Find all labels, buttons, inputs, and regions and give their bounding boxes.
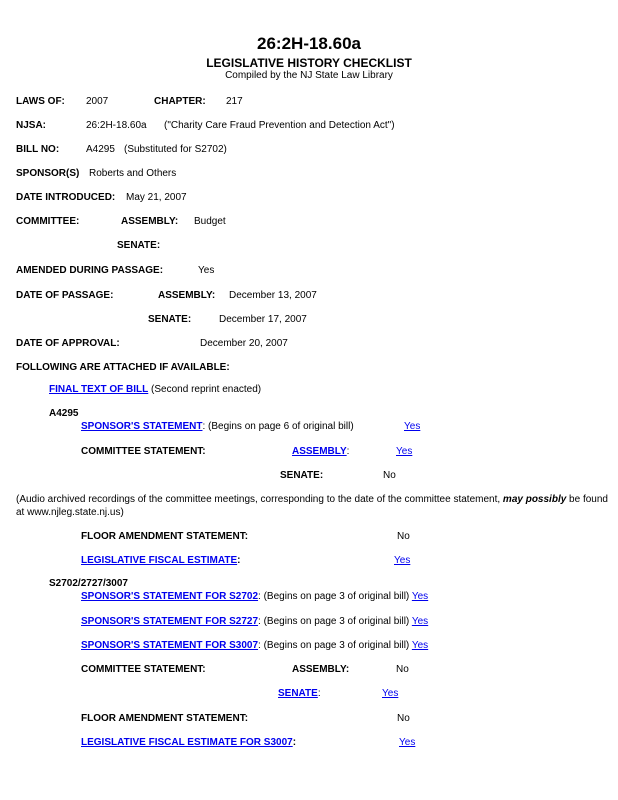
- s2727-sponsor-stmt-note: : (Begins on page 3 of original bill): [258, 616, 412, 627]
- audio-note-line1: [16, 494, 608, 506]
- a4295-assembly-row: [292, 446, 349, 458]
- approval-value: December 20, 2007: [200, 338, 288, 349]
- committee-assembly-value: Budget: [194, 216, 226, 227]
- s2702-sponsor-stmt-link[interactable]: SPONSOR'S STATEMENT FOR S2702: [81, 591, 259, 602]
- amended-value: Yes: [198, 265, 215, 276]
- a4295-sponsor-stmt-note: : (Begins on page 6 of original bill): [202, 421, 354, 432]
- s2702-senate-colon: :: [317, 688, 321, 699]
- s2702-senate-yes-link[interactable]: Yes: [382, 688, 399, 699]
- audio-note-end: be found: [566, 494, 608, 505]
- a4295-floor-value: No: [397, 531, 410, 542]
- s2727-sponsor-stmt-link[interactable]: SPONSOR'S STATEMENT FOR S2727: [81, 616, 259, 627]
- committee-assembly-label: ASSEMBLY:: [121, 216, 179, 227]
- s2702-sponsor-stmt-yes-link[interactable]: Yes: [411, 591, 429, 602]
- date-introduced-label: DATE INTRODUCED:: [16, 192, 116, 203]
- s2702-senate-link[interactable]: SENATE: [278, 688, 318, 699]
- s2702-stmt1-row: [81, 591, 428, 603]
- s2702-assembly-label: ASSEMBLY:: [292, 664, 350, 675]
- final-text-note: (Second reprint enacted): [148, 384, 262, 395]
- amended-label: AMENDED DURING PASSAGE:: [16, 265, 164, 276]
- bill-no-label: BILL NO:: [16, 144, 60, 155]
- s3007-stmt-row: [81, 640, 428, 652]
- s2702-senate-row: [278, 688, 321, 700]
- final-text-row: [49, 384, 261, 396]
- s3007-sponsor-stmt-note: : (Begins on page 3 of original bill): [258, 640, 412, 651]
- a4295-assembly-colon: :: [346, 446, 350, 457]
- a4295-sponsor-stmt-link[interactable]: SPONSOR'S STATEMENT: [81, 421, 203, 432]
- s3007-sponsor-stmt-yes-link[interactable]: Yes: [411, 640, 429, 651]
- laws-of-label: LAWS OF:: [16, 96, 65, 107]
- njsa-act-name: ("Charity Care Fraud Prevention and Detection Act"): [164, 120, 395, 131]
- s2702-floor-label: FLOOR AMENDMENT STATEMENT:: [81, 713, 249, 724]
- s3007-fiscal-row: [81, 737, 296, 749]
- a4295-fiscal-row: [81, 555, 240, 567]
- audio-note-line2: at www.njleg.state.nj.us): [16, 507, 124, 518]
- audio-note-emphasis: may possibly: [502, 494, 567, 505]
- a4295-sponsor-stmt-row: [81, 421, 354, 433]
- s2702-assembly-value: No: [396, 664, 409, 675]
- a4295-fiscal-link[interactable]: LEGISLATIVE FISCAL ESTIMATE: [81, 555, 238, 566]
- s3007-fiscal-colon: :: [292, 737, 297, 748]
- a4295-assembly-link[interactable]: ASSEMBLY: [292, 446, 347, 457]
- a4295-fiscal-yes-link[interactable]: Yes: [394, 555, 411, 566]
- s2727-stmt-row: [81, 616, 428, 628]
- approval-label: DATE OF APPROVAL:: [16, 338, 120, 349]
- a4295-sponsor-stmt-yes-link[interactable]: Yes: [404, 421, 421, 432]
- bill-no-note: (Substituted for S2702): [124, 144, 227, 155]
- s2702-floor-value: No: [397, 713, 410, 724]
- committee-senate-label: SENATE:: [117, 240, 161, 251]
- checklist-title: LEGISLATIVE HISTORY CHECKLIST: [206, 56, 412, 70]
- njsa-value: 26:2H-18.60a: [86, 120, 147, 131]
- s2702-committee-stmt-label: COMMITTEE STATEMENT:: [81, 664, 206, 675]
- citation-title: 26:2H-18.60a: [257, 34, 361, 53]
- s3007-fiscal-yes-link[interactable]: Yes: [399, 737, 416, 748]
- passage-assembly-value: December 13, 2007: [229, 290, 317, 301]
- s2702-heading: S2702/2727/3007: [49, 578, 128, 589]
- final-text-link[interactable]: FINAL TEXT OF BILL: [49, 384, 149, 395]
- compiled-by: Compiled by the NJ State Law Library: [225, 70, 393, 81]
- chapter-label: CHAPTER:: [154, 96, 206, 107]
- a4295-senate-label: SENATE:: [280, 470, 324, 481]
- committee-label: COMMITTEE:: [16, 216, 80, 227]
- s2702-sponsor-stmt-note: : (Begins on page 3 of original bill): [258, 591, 412, 602]
- passage-senate-label: SENATE:: [148, 314, 192, 325]
- sponsor-value: Roberts and Others: [89, 168, 177, 179]
- a4295-assembly-yes-link[interactable]: Yes: [396, 446, 413, 457]
- attached-heading: FOLLOWING ARE ATTACHED IF AVAILABLE:: [16, 362, 230, 373]
- bill-no-value: A4295: [86, 144, 115, 155]
- laws-of-value: 2007: [86, 96, 109, 107]
- chapter-value: 217: [226, 96, 243, 107]
- a4295-committee-stmt-label: COMMITTEE STATEMENT:: [81, 446, 206, 457]
- s2727-sponsor-stmt-yes-link[interactable]: Yes: [411, 616, 429, 627]
- a4295-senate-value: No: [383, 470, 396, 481]
- audio-note-text: (Audio archived recordings of the committee meetings, corresponding to the date of the committee statement,: [16, 494, 503, 505]
- sponsor-label: SPONSOR(S): [16, 168, 80, 179]
- njsa-label: NJSA:: [16, 120, 47, 131]
- passage-senate-value: December 17, 2007: [219, 314, 307, 325]
- a4295-fiscal-colon: :: [237, 555, 241, 566]
- s3007-sponsor-stmt-link[interactable]: SPONSOR'S STATEMENT FOR S3007: [81, 640, 259, 651]
- a4295-heading: A4295: [49, 408, 79, 419]
- s3007-fiscal-link[interactable]: LEGISLATIVE FISCAL ESTIMATE FOR S3007: [81, 737, 293, 748]
- passage-label: DATE OF PASSAGE:: [16, 290, 114, 301]
- passage-assembly-label: ASSEMBLY:: [158, 290, 216, 301]
- date-introduced-value: May 21, 2007: [126, 192, 187, 203]
- a4295-floor-label: FLOOR AMENDMENT STATEMENT:: [81, 531, 249, 542]
